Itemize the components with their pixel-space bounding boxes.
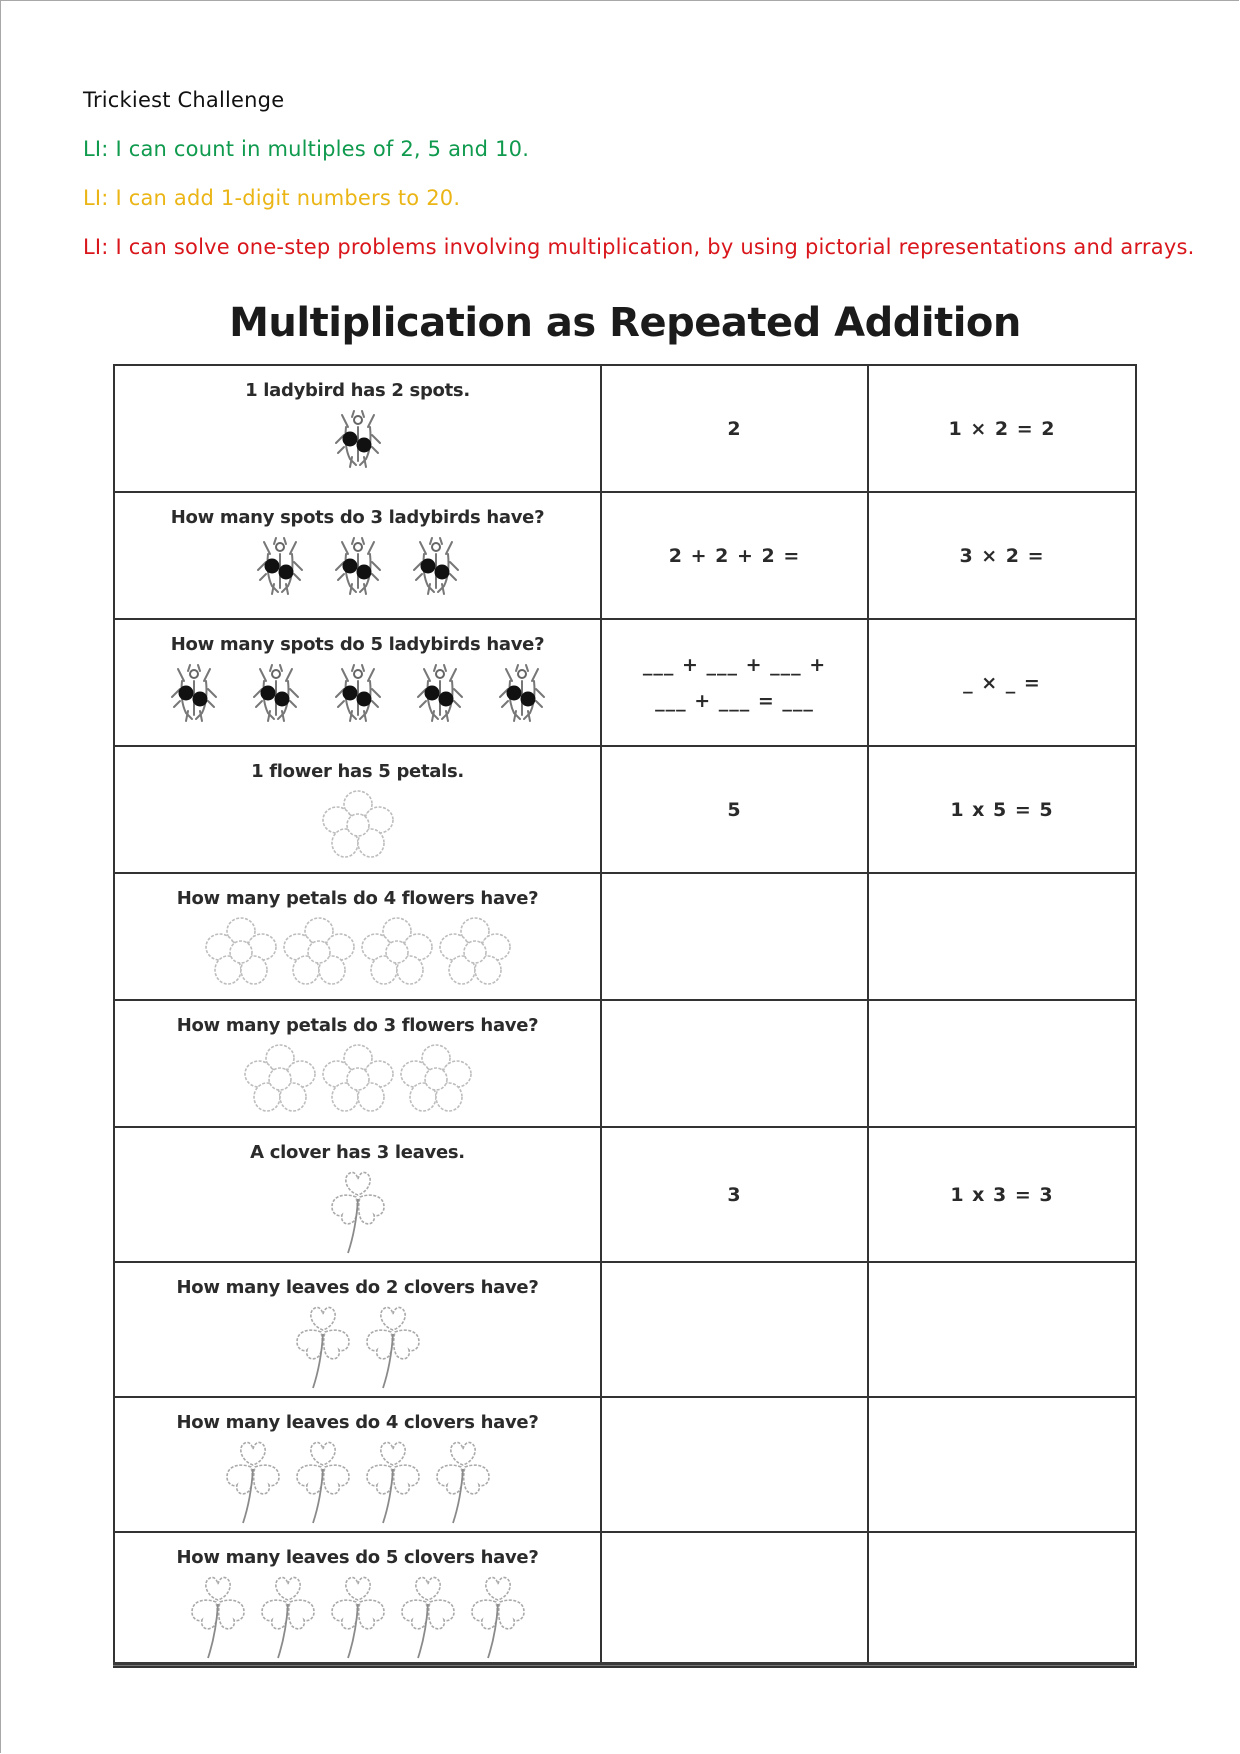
ladybird-icon xyxy=(330,661,386,727)
question-text: How many petals do 4 flowers have? xyxy=(176,888,539,909)
multiplication-cell[interactable] xyxy=(868,1532,1136,1667)
repeated-addition-cell[interactable] xyxy=(601,873,868,1000)
picture-group xyxy=(115,534,600,600)
repeated-addition-cell[interactable] xyxy=(601,1397,868,1532)
picture-group xyxy=(115,788,600,864)
ladybird-icon xyxy=(252,534,308,600)
addition-answer: 5 xyxy=(727,798,742,821)
flower-icon xyxy=(203,915,279,991)
question-cell xyxy=(114,619,601,746)
challenge-heading: Trickiest Challenge xyxy=(83,88,285,112)
table-row xyxy=(114,1397,1136,1532)
clover-icon xyxy=(221,1439,285,1531)
repeated-addition-cell[interactable] xyxy=(601,1000,868,1127)
clover-icon xyxy=(431,1439,495,1531)
addition-answer: 3 xyxy=(727,1183,742,1206)
multiplication-cell[interactable] xyxy=(868,1127,1136,1262)
ladybird-icon xyxy=(408,534,464,600)
repeated-addition-cell[interactable] xyxy=(601,1127,868,1262)
clover-icon xyxy=(326,1169,390,1261)
addition-blank-line: ___ + ___ = ___ xyxy=(655,689,814,712)
ladybird-icon xyxy=(330,407,386,473)
question-text: How many petals do 3 flowers have? xyxy=(176,1015,539,1036)
clover-icon xyxy=(291,1304,355,1396)
multiplication-cell[interactable] xyxy=(868,1262,1136,1397)
clover-icon xyxy=(186,1574,250,1666)
clover-icon xyxy=(361,1439,425,1531)
clover-icon xyxy=(361,1304,425,1396)
repeated-addition-cell[interactable] xyxy=(601,1262,868,1397)
clover-icon xyxy=(396,1574,460,1666)
table-row xyxy=(114,1127,1136,1262)
learning-intention-1: LI: I can count in multiples of 2, 5 and 10. xyxy=(83,137,530,161)
multiplication-answer: 1 × 2 = 2 xyxy=(948,417,1056,440)
flower-icon xyxy=(281,915,357,991)
table-row xyxy=(114,1000,1136,1127)
question-cell xyxy=(114,873,601,1000)
table-row xyxy=(114,1262,1136,1397)
table-row xyxy=(114,746,1136,873)
question-cell xyxy=(114,1532,601,1667)
picture-group xyxy=(115,1042,600,1118)
multiplication-cell[interactable] xyxy=(868,619,1136,746)
ladybird-icon xyxy=(248,661,304,727)
table-row xyxy=(114,492,1136,619)
question-cell xyxy=(114,1127,601,1262)
clover-icon xyxy=(256,1574,320,1666)
multiplication-cell[interactable] xyxy=(868,492,1136,619)
picture-group xyxy=(115,1304,600,1396)
question-text: How many spots do 3 ladybirds have? xyxy=(170,507,545,528)
question-text: 1 ladybird has 2 spots. xyxy=(245,380,470,401)
flower-icon xyxy=(320,1042,396,1118)
question-text: A clover has 3 leaves. xyxy=(250,1142,465,1163)
bottom-rule xyxy=(113,1662,1134,1666)
picture-group xyxy=(115,1574,600,1666)
question-cell xyxy=(114,1000,601,1127)
multiplication-answer: 1 x 5 = 5 xyxy=(950,798,1054,821)
table-row xyxy=(114,365,1136,492)
addition-answer: 2 + 2 + 2 = xyxy=(668,544,801,567)
multiplication-cell[interactable] xyxy=(868,746,1136,873)
table-row xyxy=(114,1532,1136,1667)
repeated-addition-cell[interactable] xyxy=(601,746,868,873)
repeated-addition-cell[interactable] xyxy=(601,1532,868,1667)
flower-icon xyxy=(359,915,435,991)
multiplication-answer: 3 × 2 = xyxy=(959,544,1045,567)
multiplication-cell[interactable] xyxy=(868,365,1136,492)
question-cell xyxy=(114,492,601,619)
clover-icon xyxy=(326,1574,390,1666)
flower-icon xyxy=(398,1042,474,1118)
picture-group xyxy=(115,661,600,727)
question-cell xyxy=(114,746,601,873)
question-cell xyxy=(114,1262,601,1397)
flower-icon xyxy=(242,1042,318,1118)
ladybird-icon xyxy=(330,534,386,600)
question-text: How many leaves do 4 clovers have? xyxy=(176,1412,539,1433)
worksheet-title: Multiplication as Repeated Addition xyxy=(229,300,1021,346)
ladybird-icon xyxy=(166,661,222,727)
learning-intention-2: LI: I can add 1-digit numbers to 20. xyxy=(83,186,461,210)
ladybird-icon xyxy=(494,661,550,727)
multiplication-cell[interactable] xyxy=(868,1397,1136,1532)
question-cell xyxy=(114,1397,601,1532)
question-text: How many leaves do 5 clovers have? xyxy=(176,1547,539,1568)
worksheet-table xyxy=(113,364,1137,1668)
picture-group xyxy=(115,1169,600,1261)
question-text: How many spots do 5 ladybirds have? xyxy=(170,634,545,655)
multiplication-answer: _ × _ = xyxy=(963,671,1041,694)
multiplication-cell[interactable] xyxy=(868,873,1136,1000)
question-text: How many leaves do 2 clovers have? xyxy=(176,1277,539,1298)
picture-group xyxy=(115,915,600,991)
table-row xyxy=(114,873,1136,1000)
flower-icon xyxy=(320,788,396,864)
multiplication-answer: 1 x 3 = 3 xyxy=(950,1183,1054,1206)
question-cell xyxy=(114,365,601,492)
addition-blank-line: ___ + ___ + ___ + xyxy=(642,653,827,676)
clover-icon xyxy=(466,1574,530,1666)
learning-intention-3: LI: I can solve one-step problems involving multiplication, by using pictorial representations and arrays. xyxy=(83,235,1195,259)
repeated-addition-cell[interactable] xyxy=(601,492,868,619)
flower-icon xyxy=(437,915,513,991)
table-row xyxy=(114,619,1136,746)
addition-answer: 2 xyxy=(727,417,742,440)
question-text: 1 flower has 5 petals. xyxy=(251,761,464,782)
ladybird-icon xyxy=(412,661,468,727)
clover-icon xyxy=(291,1439,355,1531)
multiplication-cell[interactable] xyxy=(868,1000,1136,1127)
picture-group xyxy=(115,407,600,473)
picture-group xyxy=(115,1439,600,1531)
repeated-addition-cell[interactable] xyxy=(601,365,868,492)
repeated-addition-cell[interactable] xyxy=(601,619,868,746)
